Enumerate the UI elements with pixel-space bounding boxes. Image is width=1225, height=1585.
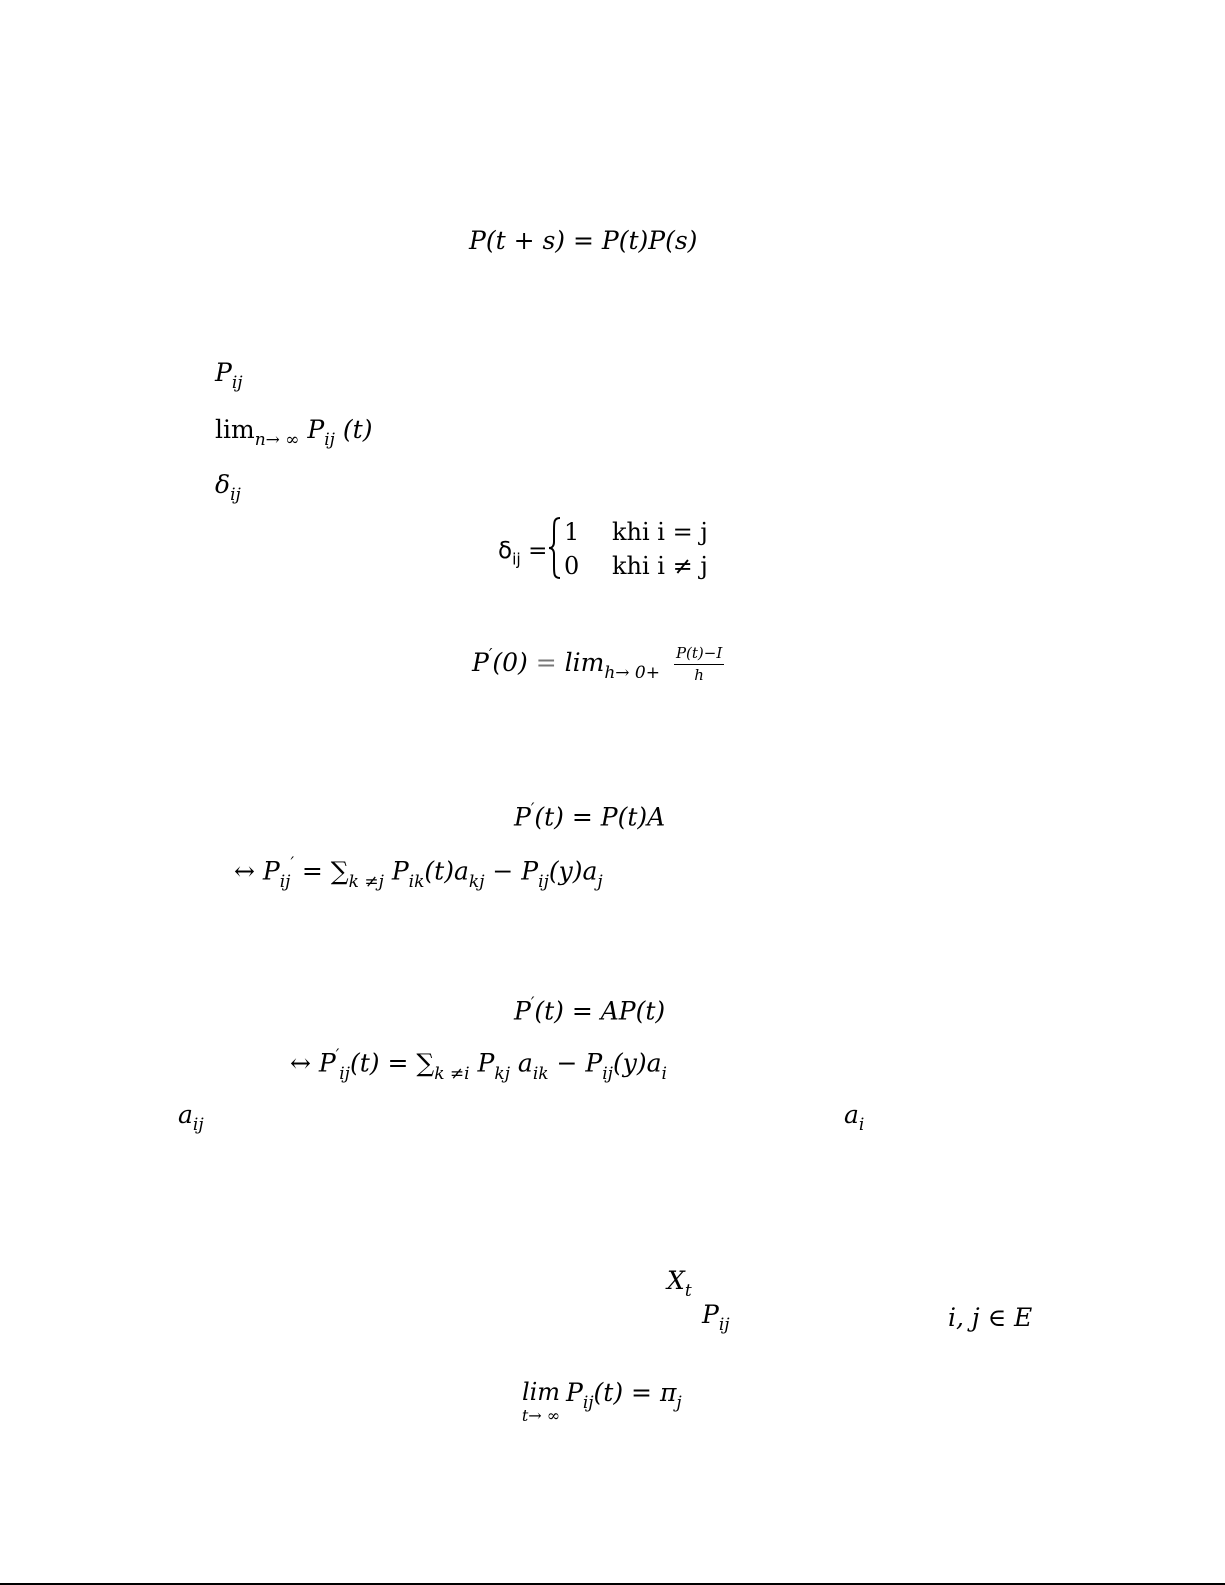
limit-expression: $P_{ij}(t) = \pi_j$	[566, 1378, 682, 1414]
symbol-p-ij: $P_{ij}$	[215, 358, 243, 394]
symbol-delta-ij: $\delta_{ij}$	[215, 470, 241, 506]
left-brace-icon	[548, 516, 562, 580]
symbol-limit-p-ij: $\lim_{n\to \infty} P_{ij}$ (t)	[215, 415, 373, 451]
formula-chapman-kolmogorov	[469, 228, 697, 253]
formula-forward-expanded: ↔ $P_{ij}' = \sum_{k \ne j}$ $P_{ik}(t)a_{kj} - P_{ij}(y)a_j$	[234, 854, 603, 892]
symbol-p-ij-second: $P_{ij}$	[702, 1300, 730, 1336]
formula-backward-expanded: ↔ $P'_{ij}(t) = \sum_{k \ne i}$ $P_{kj}$ $a_{ik} - P_{ij}(y)a_i$	[290, 1046, 667, 1084]
symbol-a-ij: $a_{ij}$	[178, 1100, 204, 1136]
symbol-ij-in-e: i, j ∈ E	[948, 1303, 1033, 1332]
case-row-equal: 1 khi i = j	[564, 518, 708, 546]
formula-kronecker-delta	[498, 516, 738, 580]
limit-word: lim	[521, 1378, 561, 1406]
symbol-x-t: $X_t$	[667, 1266, 692, 1302]
delta-def-lhs: $\delta_{ij}$ =	[498, 538, 548, 569]
chapman-text: P(t + s) = P(t)P(s)	[469, 226, 698, 255]
formula-backward-equation: P′(t) = AP(t)	[514, 994, 666, 1026]
formula-forward-equation: P′(t) = P(t)A	[514, 800, 666, 832]
case-row-not-equal: 0 khi i ≠ j	[564, 552, 708, 580]
symbol-a-i: $a_i$	[844, 1100, 865, 1136]
limit-under: t→ ∞	[521, 1406, 561, 1425]
derivative-fraction: $\frac{P(t)-I}{h}$	[675, 644, 723, 684]
formula-generator-definition: $P'(0) = \lim_{h\to 0+}$ $\frac{P(t)-I}{h}$	[472, 644, 723, 684]
